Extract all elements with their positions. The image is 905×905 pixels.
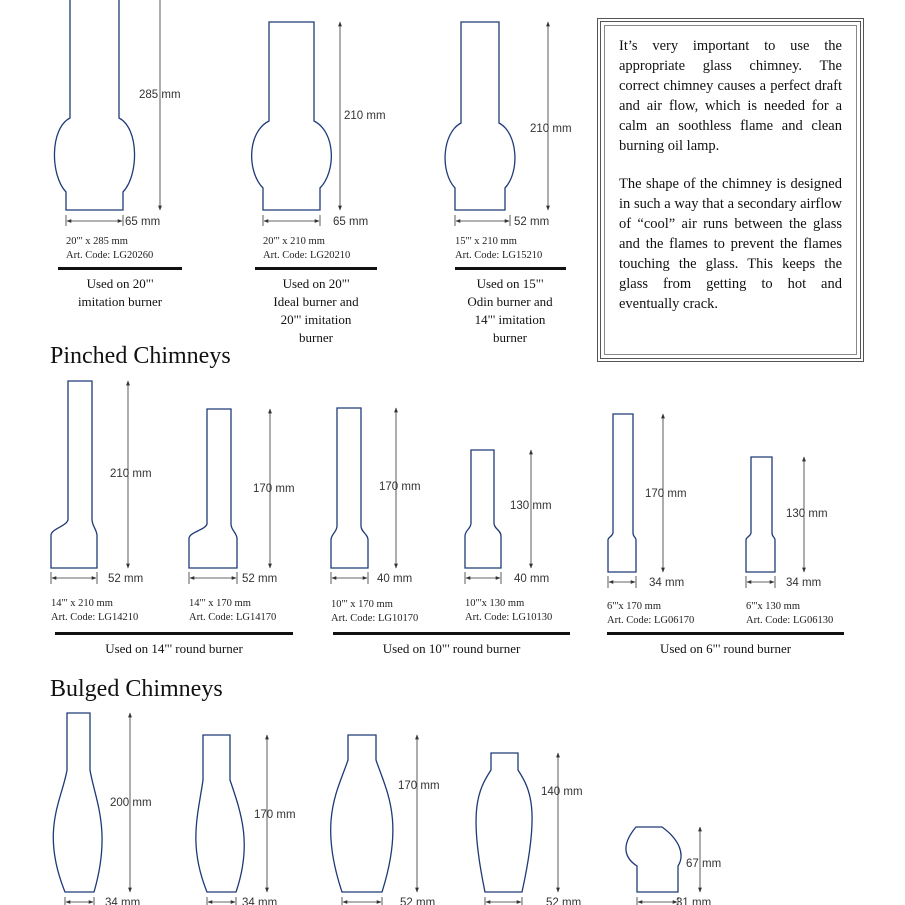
- pinched-4-width-label: 40 mm: [514, 573, 550, 585]
- pinched-usage-10: Used on 10"' round burner: [382, 641, 521, 656]
- pinched-4-size: 10"'x 130 mm: [465, 598, 525, 609]
- bulged-2-height-label: 170 mm: [254, 809, 296, 821]
- pinched-5-width-label: 34 mm: [649, 577, 685, 589]
- pinched-6-size: 6"'x 130 mm: [746, 601, 801, 612]
- top-2-height-label: 210 mm: [344, 110, 386, 122]
- top-2-usage-line4: burner: [299, 330, 333, 345]
- pinched-6-code: Art. Code: LG06130: [746, 615, 834, 626]
- bulged-1-height-label: 200 mm: [110, 797, 152, 809]
- bulged-3-width-label: 52 mm: [400, 897, 436, 905]
- pinched-5-code: Art. Code: LG06170: [607, 615, 695, 626]
- pinched-2-height-label: 170 mm: [253, 483, 295, 495]
- bulged-5-width-label: 31 mm: [676, 897, 712, 905]
- pinched-1-height-label: 210 mm: [110, 468, 152, 480]
- bulged-1-width-label: 34 mm: [105, 897, 141, 905]
- pinched-6-width-label: 34 mm: [786, 577, 822, 589]
- bulged-4-height-label: 140 mm: [541, 786, 583, 798]
- pinched-4-code: Art. Code: LG10130: [465, 612, 553, 623]
- top-3-height-label: 210 mm: [530, 123, 572, 135]
- bulged-2-width-label: 34 mm: [242, 897, 278, 905]
- pinched-2-code: Art. Code: LG14170: [189, 612, 277, 623]
- pinched-section-title: Pinched Chimneys: [50, 343, 231, 369]
- bulged-3-height-label: 170 mm: [398, 780, 440, 792]
- pinched-5-spec: [607, 600, 694, 628]
- pinched-chimney-5: [608, 414, 687, 589]
- pinched-chimney-6: [746, 457, 828, 589]
- pinched-6-spec: [746, 600, 833, 628]
- pinched-rule-6: [607, 632, 844, 635]
- bulged-4-width-label: 52 mm: [546, 897, 582, 905]
- top-chimney-3: [445, 22, 571, 228]
- pinched-chimney-2: [189, 409, 295, 585]
- bulged-chimney-3: [331, 735, 440, 905]
- pinched-chimney-4: [465, 450, 552, 585]
- pinched-1-width-label: 52 mm: [108, 573, 144, 585]
- top-3-width-label: 52 mm: [514, 216, 550, 228]
- info-box: [597, 18, 864, 362]
- pinched-3-spec: [331, 598, 418, 626]
- pinched-rule-14: [55, 632, 293, 635]
- pinched-2-spec: [189, 597, 276, 625]
- top-3-usage-line1: Used on 15"': [476, 276, 544, 291]
- top-1-size: 20"' x 285 mm: [66, 236, 128, 247]
- pinched-1-code: Art. Code: LG14210: [51, 612, 139, 623]
- bulged-chimney-5: [626, 827, 721, 905]
- pinched-4-spec: [465, 597, 552, 625]
- top-3-usage-line3: 14"' imitation: [474, 312, 546, 327]
- bulged-section-title: Bulged Chimneys: [50, 676, 223, 702]
- pinched-3-width-label: 40 mm: [377, 573, 413, 585]
- top-2-code: Art. Code: LG20210: [263, 250, 351, 261]
- top-1-rule: [58, 267, 182, 270]
- top-1-usage-line1: Used on 20"': [86, 276, 154, 291]
- top-1-spec: [66, 235, 153, 263]
- top-2-usage-line3: 20"' imitation: [280, 312, 352, 327]
- top-chimney-1: [54, 0, 180, 228]
- top-3-usage-line2: Odin burner and: [467, 294, 553, 309]
- pinched-2-width-label: 52 mm: [242, 573, 278, 585]
- pinched-6-height-label: 130 mm: [786, 508, 828, 520]
- bulged-5-height-label: 67 mm: [686, 858, 722, 870]
- pinched-rule-10: [333, 632, 570, 635]
- pinched-1-spec: [51, 597, 138, 625]
- top-2-usage-line1: Used on 20"': [282, 276, 350, 291]
- pinched-3-code: Art. Code: LG10170: [331, 613, 419, 624]
- top-2-usage-line2: Ideal burner and: [273, 294, 359, 309]
- bulged-chimney-4: [476, 753, 583, 905]
- top-1-height-label: 285 mm: [139, 89, 181, 101]
- top-1-width-label: 65 mm: [125, 216, 161, 228]
- pinched-5-height-label: 170 mm: [645, 488, 687, 500]
- top-3-usage: [440, 275, 580, 347]
- pinched-3-height-label: 170 mm: [379, 481, 421, 493]
- top-3-code: Art. Code: LG15210: [455, 250, 543, 261]
- top-3-usage-line4: burner: [493, 330, 527, 345]
- pinched-chimney-1: [51, 381, 152, 585]
- top-1-usage-line2: imitation burner: [77, 294, 163, 309]
- info-paragraph-2: The shape of the chimney is designed in such a way that a secondary airflow of “cool” air runs between the glass and the flames to prevent the flames touching the glass. This keeps the glass from getting to hot and eventually crack.: [619, 176, 842, 312]
- top-3-spec: [455, 235, 542, 263]
- top-1-usage: [50, 275, 190, 311]
- pinched-1-size: 14"' x 210 mm: [51, 598, 113, 609]
- pinched-usage-6: Used on 6"' round burner: [659, 641, 792, 656]
- info-paragraph-1: It’s very important to use the appropriate glass chimney. The correct chimney causes a perfect draft and air flow, which is needed for a calm an soothless flame and clean burning oil lamp.: [619, 38, 842, 154]
- pinched-usage-14: Used on 14"' round burner: [105, 641, 243, 656]
- pinched-5-size: 6"'x 170 mm: [607, 601, 662, 612]
- top-2-width-label: 65 mm: [333, 216, 369, 228]
- top-1-code: Art. Code: LG20260: [66, 250, 154, 261]
- top-2-usage: [246, 275, 386, 347]
- pinched-2-size: 14"' x 170 mm: [189, 598, 251, 609]
- pinched-4-height-label: 130 mm: [510, 500, 552, 512]
- top-chimney-2: [252, 22, 386, 228]
- bulged-chimney-1: [53, 713, 151, 905]
- pinched-3-size: 10"' x 170 mm: [331, 599, 393, 610]
- bulged-chimney-2: [196, 735, 296, 905]
- top-3-rule: [455, 267, 566, 270]
- pinched-chimney-3: [331, 408, 421, 585]
- top-2-size: 20"' x 210 mm: [263, 236, 325, 247]
- top-2-rule: [255, 267, 377, 270]
- top-3-size: 15"' x 210 mm: [455, 236, 517, 247]
- top-2-spec: [263, 235, 350, 263]
